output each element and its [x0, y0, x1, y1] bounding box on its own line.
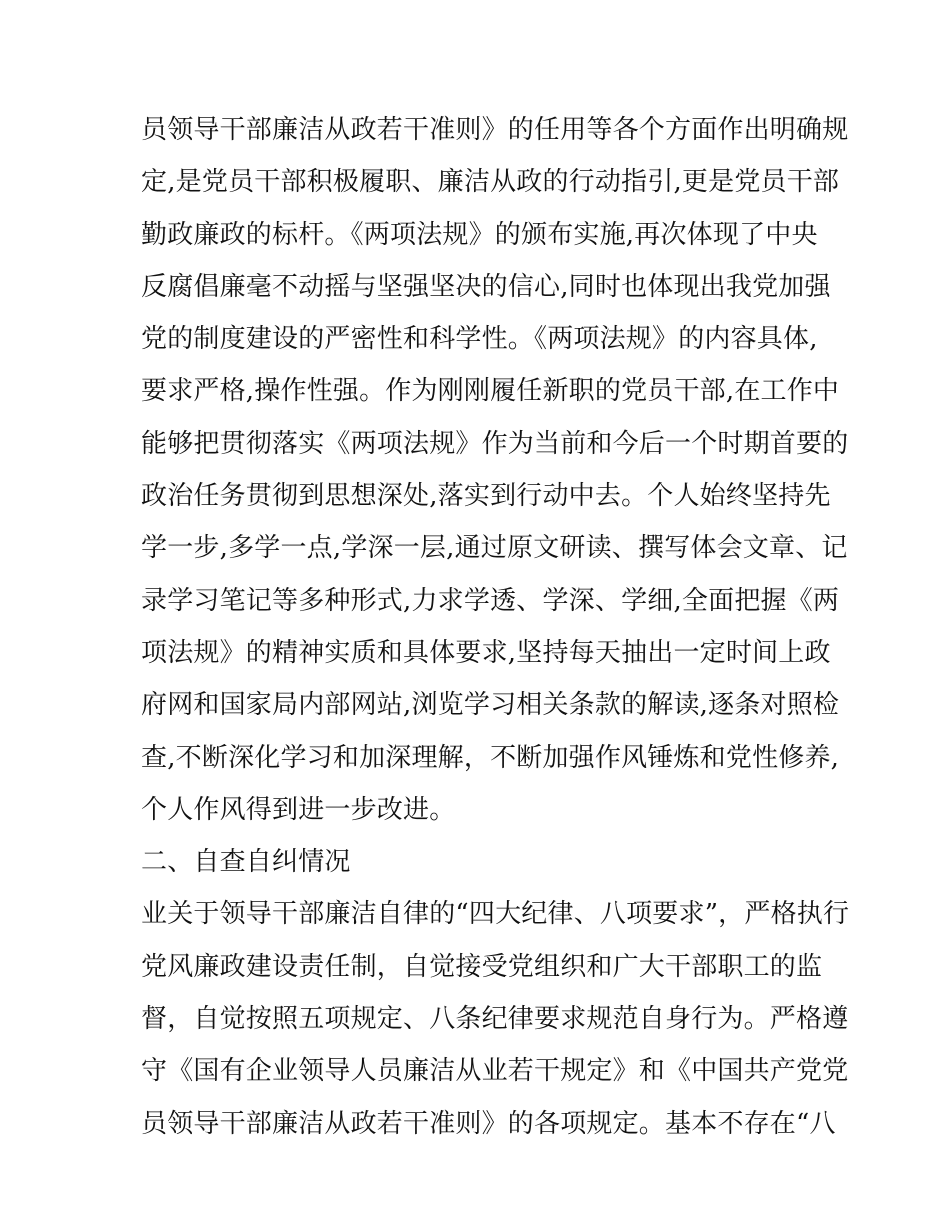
text-line: 业关于领导干部廉洁自律的“四大纪律、八项要求”，严格执行 — [141, 899, 850, 930]
text-line: 勤政廉政的标杆。《两项法规》的颁布实施,再次体现了中央 — [141, 219, 818, 250]
document-body — [141, 104, 850, 1150]
text-line: 查,不断深化学习和加深理解，不断加强作风锤炼和党性修养, — [141, 742, 840, 773]
text-line: 反腐倡廉毫不动摇与坚强坚决的信心,同时也体现出我党加强 — [141, 271, 831, 302]
text-line: 学一步,多学一点,学深一层,通过原文研读、撰写体会文章、记 — [141, 533, 848, 564]
text-line: 项法规》的精神实质和具体要求,坚持每天抽出一定时间上政 — [141, 637, 831, 668]
text-line: 录学习笔记等多种形式,力求学透、学深、学细,全面把握《两 — [141, 585, 840, 616]
text-line: 府网和国家局内部网站,浏览学习相关条款的解读,逐条对照检 — [141, 690, 840, 721]
text-line: 守《国有企业领导人员廉洁从业若干规定》和《中国共产党党 — [141, 1056, 849, 1087]
text-line: 要求严格,操作性强。作为刚刚履任新职的党员干部,在工作中 — [141, 376, 840, 407]
text-line: 党的制度建设的严密性和科学性。《两项法规》的内容具体, — [141, 324, 818, 355]
text-line: 定,是党员干部积极履职、廉洁从政的行动指引,更是党员干部 — [141, 167, 840, 198]
section-heading: 二、自查自纠情况 — [141, 847, 351, 878]
text-line: 政治任务贯彻到思想深处,落实到行动中去。个人始终坚持先 — [141, 481, 831, 512]
text-line: 员领导干部廉洁从政若干准则》的任用等各个方面作出明确规 — [141, 115, 849, 145]
text-line: 个人作风得到进一步改进。 — [141, 794, 456, 825]
text-line: 党风廉政建设责任制，自觉接受党组织和广大干部职工的监 — [141, 951, 823, 982]
text-line: 督，自觉按照五项规定、八条纪律要求规范自身行为。严格遵 — [141, 1004, 849, 1035]
text-line: 能够把贯彻落实《两项法规》作为当前和今后一个时期首要的 — [141, 428, 849, 459]
text-line: 员领导干部廉洁从政若干准则》的各项规定。基本不存在“八 — [141, 1108, 836, 1139]
